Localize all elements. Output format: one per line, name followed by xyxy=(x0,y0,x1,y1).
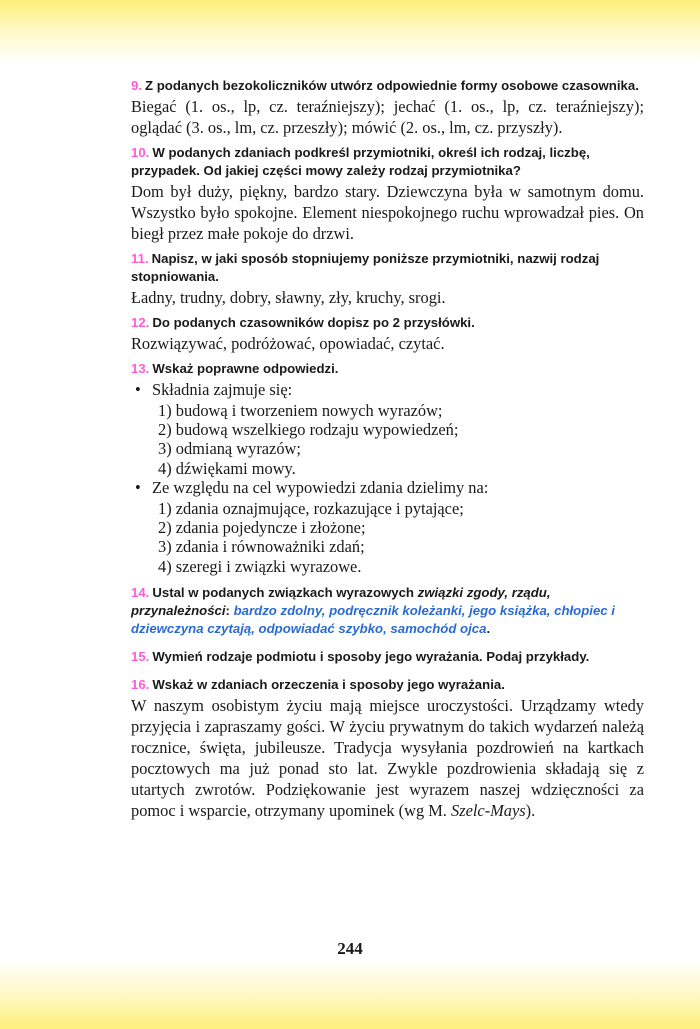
task-10-body: Dom był duży, piękny, bardzo stary. Dziewczyna była w samotnym domu. Wszystko było spokojne. Element niespokojnego ruchu wprowadzał pies. On biegł przez małe pokoje do drzwi. xyxy=(131,182,644,243)
task-11-instruction: 11. Napisz, w jaki sposób stopniujemy poniższe przymiotniki, nazwij rodzaj stopniowania. xyxy=(131,251,600,284)
option-list xyxy=(152,401,644,479)
task-number: 14. xyxy=(131,585,150,601)
task-number: 9. xyxy=(131,78,142,93)
task-number: 11. xyxy=(131,251,149,266)
task-16-instruction: 16. Wskaż w zdaniach orzeczenia i sposoby jego wyrażania. xyxy=(131,677,505,693)
author-name: Szelc-Mays xyxy=(451,801,526,821)
question-stem: Składnia zajmuje się: xyxy=(152,380,293,399)
task-10-instruction: 10. W podanych zdaniach podkreśl przymiotniki, określ ich rodzaj, liczbę, przypadek. Od jakiej części mowy zależy rodzaj przymiotnika? xyxy=(131,145,590,178)
task-15-instruction: 15. Wymień rodzaje podmiotu i sposoby jego wyrażania. Podaj przykłady. xyxy=(131,649,590,665)
option-item[interactable]: 1) zdania oznajmujące, rozkazujące i pytające; xyxy=(158,498,464,518)
option-item[interactable]: 3) odmianą wyrazów; xyxy=(158,439,301,459)
task-number: 16. xyxy=(131,677,150,693)
task-14-instruction: 14. Ustal w podanych związkach wyrazowych związki zgody, rządu, przynależności: bardzo zdolny, podręcznik koleżanki, jego książka, chłopiec i dziewczyna czytają, odpowiadać szybko, samochód ojca. xyxy=(131,585,615,637)
option-item[interactable]: 2) zdania pojedyncze i złożone; xyxy=(158,518,366,538)
task-number: 13. xyxy=(131,361,150,376)
task-9-instruction: 9. Z podanych bezokoliczników utwórz odpowiednie formy osobowe czasownika. xyxy=(131,78,639,93)
option-item[interactable]: 4) szeregi i związki wyrazowe. xyxy=(158,556,362,576)
option-list xyxy=(152,499,644,577)
option-item[interactable]: 4) dźwiękami mowy. xyxy=(158,458,296,478)
question-stem: Ze względu na cel wypowiedzi zdania dzielimy na: xyxy=(152,478,489,498)
task-9-body: Biegać (1. os., lp, cz. teraźniejszy); jechać (1. os., lp, cz. teraźniejszy); oglądać (3. os., lm, cz. przeszły); mówić (2. os., lm, cz. przyszły). xyxy=(131,97,644,137)
task-13-instruction: 13. Wskaż poprawne odpowiedzi. xyxy=(131,361,339,376)
word-group-examples: bardzo zdolny, podręcznik koleżanki, jego książka, chłopiec i dziewczyna czytają, odpowiadać szybko, samochód ojca xyxy=(131,603,615,637)
option-item[interactable]: 1) budową i tworzeniem nowych wyrazów; xyxy=(158,400,443,420)
task-13-questions xyxy=(131,380,644,576)
task-number: 12. xyxy=(131,315,150,330)
question-item xyxy=(131,478,644,576)
relation-types: związki zgody, rządu, przynależności xyxy=(131,585,551,619)
task-number: 15. xyxy=(131,649,150,665)
task-number: 10. xyxy=(131,145,150,160)
task-16-body: W naszym osobistym życiu mają miejsce uroczystości. Urządzamy wtedy przyjęcia i zapraszamy gości. W życiu prywatnym do takich wydarzeń należą rocznice, święta, jubileusze. Tradycja wysyłania pozdrowień na kartkach pocztowych ma już ponad sto lat. Zwykle pozdrowienia składają się z utartych zwrotów. Podziękowanie jest wyrazem naszej wdzięczności za pomoc i wsparcie, otrzymany upominek (wg M. Szelc-Mays). xyxy=(131,696,644,821)
option-item[interactable]: 2) budową wszelkiego rodzaju wypowiedzeń; xyxy=(158,419,459,439)
task-11-body: Ładny, trudny, dobry, sławny, zły, kruchy, srogi. xyxy=(131,288,446,307)
page-content xyxy=(131,77,644,827)
option-item[interactable]: 3) zdania i równoważniki zdań; xyxy=(158,537,365,557)
task-12-instruction: 12. Do podanych czasowników dopisz po 2 przysłówki. xyxy=(131,315,475,330)
page-number: 244 xyxy=(337,939,363,958)
task-12-body: Rozwiązywać, podróżować, opowiadać, czytać. xyxy=(131,334,445,353)
question-item xyxy=(131,380,644,478)
